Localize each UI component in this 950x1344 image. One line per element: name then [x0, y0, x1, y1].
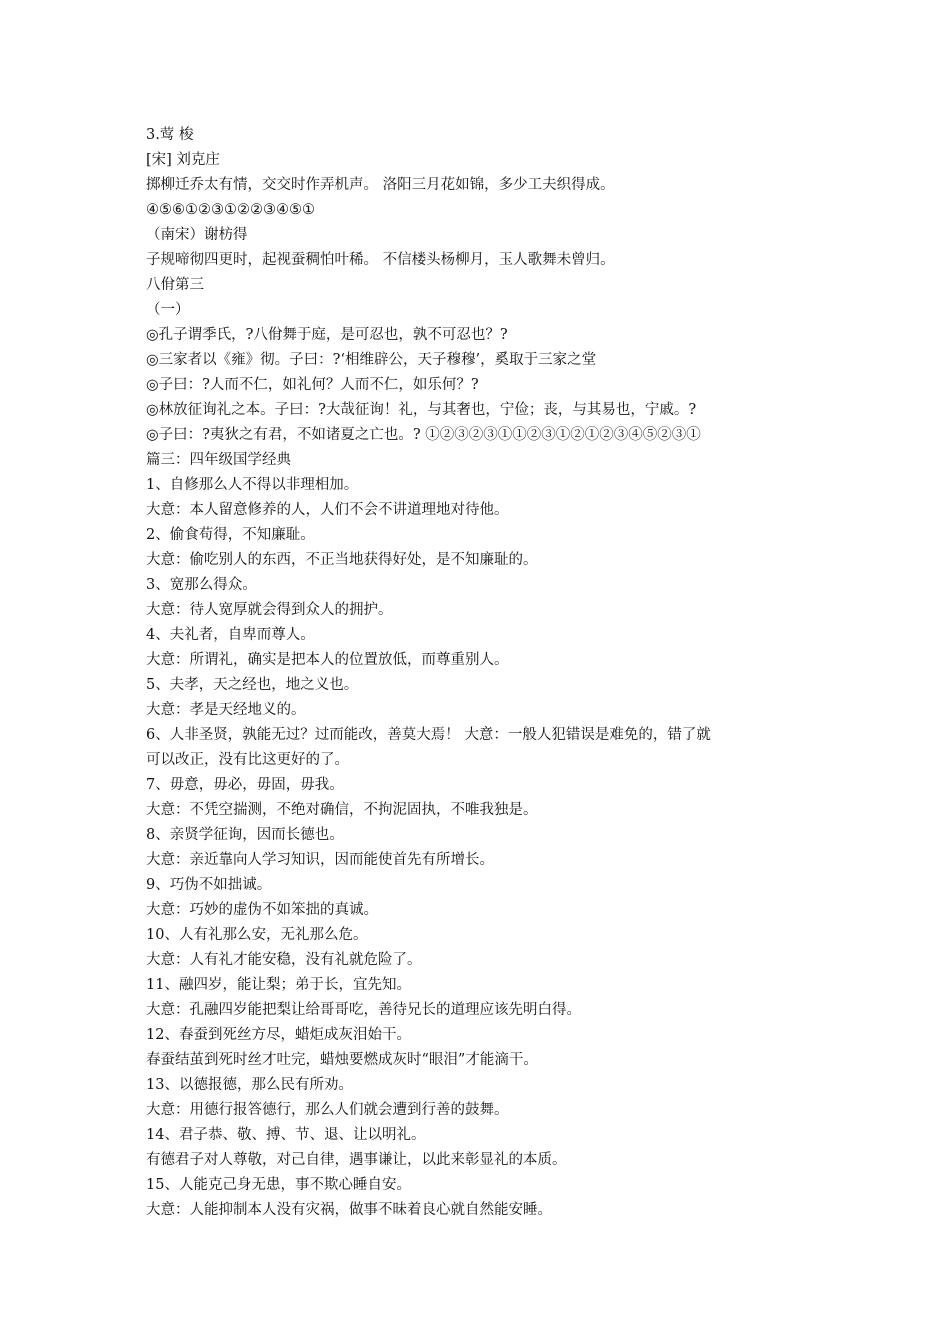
classic-meaning-continued: 可以改正，没有比这更好的了。 [146, 752, 349, 768]
poem-author: （南宋）谢枋得 [146, 227, 248, 243]
classic-item: 7、毋意，毋必，毋固，毋我。 [146, 777, 344, 793]
classic-meaning: 有德君子对人尊敬，对己自律，遇事谦让，以此来彰显礼的本质。 [146, 1152, 567, 1168]
poem-author: [宋] 刘克庄 [146, 152, 220, 168]
classic-item-wrapped [146, 723, 826, 773]
quote-line: ◎孔子谓季氏，?八佾舞于庭，是可忍也，孰不可忍也？? [146, 327, 508, 343]
classic-meaning: 大意：人有礼才能安稳，没有礼就危险了。 [146, 952, 422, 968]
classic-item: 3、宽那么得众。 [146, 577, 257, 593]
classic-item: 1、自修那么人不得以非理相加。 [146, 477, 359, 493]
quote-line: ◎林放征询礼之本。子曰：?大哉征询！礼，与其奢也，宁俭；丧，与其易也，宁戚。? [146, 402, 697, 418]
classic-meaning: 大意：巧妙的虚伪不如笨拙的真诚。 [146, 902, 378, 918]
section-heading: 篇三：四年级国学经典 [146, 452, 291, 468]
quote-line: ◎三家者以《雍》彻。子曰：?‘相维辟公，天子穆穆’，奚取于三家之堂 [146, 352, 597, 368]
chapter-heading: 八佾第三 [146, 277, 204, 293]
classic-meaning: 春蚕结茧到死时丝才吐完，蜡烛要燃成灰时“眼泪”才能滴干。 [146, 1052, 538, 1068]
classic-item: 14、君子恭、敬、搏、节、退、让以明礼。 [146, 1127, 426, 1143]
quote-line: ◎子曰：?夷狄之有君，不如诸夏之亡也。? ①②③②③①①②③①②①②③④⑤②③① [146, 427, 701, 443]
classic-item: 10、人有礼那么安，无礼那么危。 [146, 927, 368, 943]
tone-marks: ④⑤⑥①②③①②②③④⑤① [146, 202, 315, 218]
classic-item: 9、巧伪不如拙诚。 [146, 877, 272, 893]
classic-meaning: 大意：孔融四岁能把梨让给哥哥吃，善待兄长的道理应该先明白得。 [146, 1002, 581, 1018]
poem-title: 3.莺 梭 [146, 127, 194, 143]
document-body [146, 123, 826, 1223]
classic-item: 6、人非圣贤，孰能无过？过而能改，善莫大焉！ 大意：一般人犯错误是难免的，错了就 [146, 727, 711, 743]
classic-item: 8、亲贤学征询，因而长德也。 [146, 827, 344, 843]
classic-item: 2、偷食苟得，不知廉耻。 [146, 527, 315, 543]
section-number: （一） [146, 302, 190, 318]
poem-text: 子规啼彻四更时，起视蚕稠怕叶稀。 不信楼头杨柳月，玉人歌舞未曾归。 [146, 252, 615, 268]
classic-item: 5、夫孝，天之经也，地之义也。 [146, 677, 359, 693]
classic-meaning: 大意：亲近靠向人学习知识，因而能使首先有所增长。 [146, 852, 494, 868]
classic-meaning: 大意：待人宽厚就会得到众人的拥护。 [146, 602, 393, 618]
classic-item: 4、夫礼者，自卑而尊人。 [146, 627, 315, 643]
poem-text: 掷柳迁乔太有情，交交时作弄机声。 洛阳三月花如锦，多少工夫织得成。 [146, 177, 615, 193]
classic-meaning: 大意：所谓礼，确实是把本人的位置放低，而尊重别人。 [146, 652, 509, 668]
classic-meaning: 大意：本人留意修养的人，人们不会不讲道理地对待他。 [146, 502, 509, 518]
quote-line: ◎子曰：?人而不仁，如礼何？人而不仁，如乐何？? [146, 377, 479, 393]
classic-meaning: 大意：人能抑制本人没有灾祸，做事不昧着良心就自然能安睡。 [146, 1202, 552, 1218]
classic-item: 12、春蚕到死丝方尽，蜡炬成灰泪始干。 [146, 1027, 411, 1043]
classic-item: 13、以德报德，那么民有所劝。 [146, 1077, 353, 1093]
classic-meaning: 大意：孝是天经地义的。 [146, 702, 306, 718]
classic-meaning: 大意：用德行报答德行，那么人们就会遭到行善的鼓舞。 [146, 1102, 509, 1118]
classic-meaning: 大意：偷吃别人的东西，不正当地获得好处，是不知廉耻的。 [146, 552, 538, 568]
classic-item: 15、人能克己身无患，事不欺心睡自安。 [146, 1177, 411, 1193]
classic-item: 11、融四岁，能让梨；弟于长，宜先知。 [146, 977, 411, 993]
classic-meaning: 大意：不凭空揣测，不绝对确信，不拘泥固执，不唯我独是。 [146, 802, 538, 818]
